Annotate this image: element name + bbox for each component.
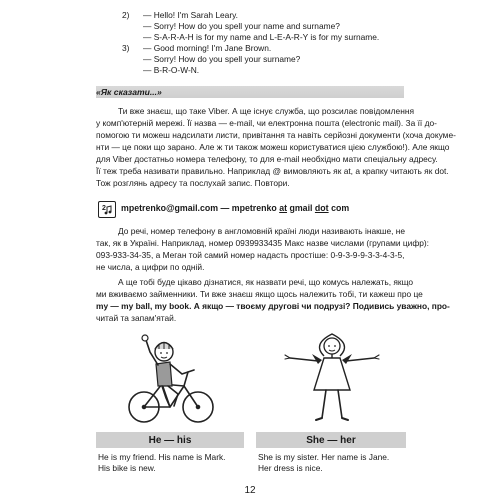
caption-text: His bike is new. <box>98 463 156 473</box>
page-number: 12 <box>244 485 256 496</box>
email-spoken-domain: gmail <box>289 203 313 213</box>
email-spoken-user: mpetrenko <box>231 203 277 213</box>
text-line: не числа, а цифри по одній. <box>96 262 205 272</box>
text-line: для Viber достатньо номера телефону, то для e-mail необхідно мати спеціальну адресу. <box>96 154 438 164</box>
boy-on-bike-illustration <box>122 322 222 427</box>
dialogue-number: 3) <box>122 43 130 53</box>
text-line: А ще тобі буде цікаво дізнатися, як назвати речі, що комусь належать, якщо <box>118 277 414 287</box>
svg-text:2: 2 <box>102 205 106 212</box>
text-line: ми вживаємо займенники. Ти вже знаєш якщо щось належить тобі, ти кажеш про це <box>96 289 423 299</box>
dialogue-line: — Hello! I'm Sarah Leary. <box>143 10 238 20</box>
email-spoken-dot: dot <box>314 203 329 213</box>
dialogue-line: — Good morning! I'm Jane Brown. <box>143 43 272 53</box>
dialogue-line: — Sorry! How do you spell your surname? <box>143 54 301 64</box>
text-line: Ти вже знаєш, що таке Viber. А ще існує служба, що розсилає повідомлення <box>118 106 414 116</box>
caption-text: Her dress is nice. <box>258 463 323 473</box>
text-line: у комп'ютерній мережі. Її назва — e-mail, чи електронна пошта (electronic mail). За її до- <box>96 118 437 128</box>
email-example <box>121 203 349 213</box>
girl-illustration <box>282 320 382 425</box>
text-line: так, як в Україні. Наприклад, номер 0939933435 Макс назве числами (групами цифр): <box>96 238 430 248</box>
text-line: Тож розглянь адресу та послухай запис. Повтори. <box>96 178 290 188</box>
dialogue-line: — Sorry! How do you spell your name and surname? <box>143 21 340 31</box>
email-written: mpetrenko@gmail.com <box>121 203 219 213</box>
caption-she-her: She — her <box>256 432 406 448</box>
text-line: Її теж треба називати правильно. Наприклад @ вимовляють як at, а крапку читають як dot. <box>96 166 449 176</box>
text-line: читай та запам'ятай. <box>96 313 177 323</box>
dialogue-number: 2) <box>122 10 130 20</box>
dialogue-line: — S-A-R-A-H is for my name and L-E-A-R-Y is for my surname. <box>143 32 380 42</box>
text-line: my — my ball, my book. А якщо — твоєму другові чи подрузі? Подивись уважно, про- <box>96 301 450 311</box>
dialogue-line: — B-R-O-W-N. <box>143 65 200 75</box>
audio-icon[interactable] <box>98 201 116 218</box>
text-line: помогою ти можеш надсилати листи, привітання та навіть серйозні документи (хоча докуме- <box>96 130 456 140</box>
caption-he-his: He — his <box>96 432 244 448</box>
caption-text: She is my sister. Her name is Jane. <box>258 452 390 462</box>
email-dash: — <box>220 203 230 213</box>
section-title: «Як сказати...» <box>96 87 162 97</box>
email-spoken-at: at <box>279 203 288 213</box>
text-line: До речі, номер телефону в англомовній країні люди називають інакше, не <box>118 226 406 236</box>
email-spoken-tld: com <box>331 203 350 213</box>
text-line: 093-933-34-35, а Меган той самий номер надасть простіше: 0-9-3-9-9-3-3-4-3-5, <box>96 250 405 260</box>
caption-text: He is my friend. His name is Mark. <box>98 452 226 462</box>
text-line: нти — це поки що зарано. Але ж ти також можеш користуватися цією службою!). Але якщо <box>96 142 450 152</box>
